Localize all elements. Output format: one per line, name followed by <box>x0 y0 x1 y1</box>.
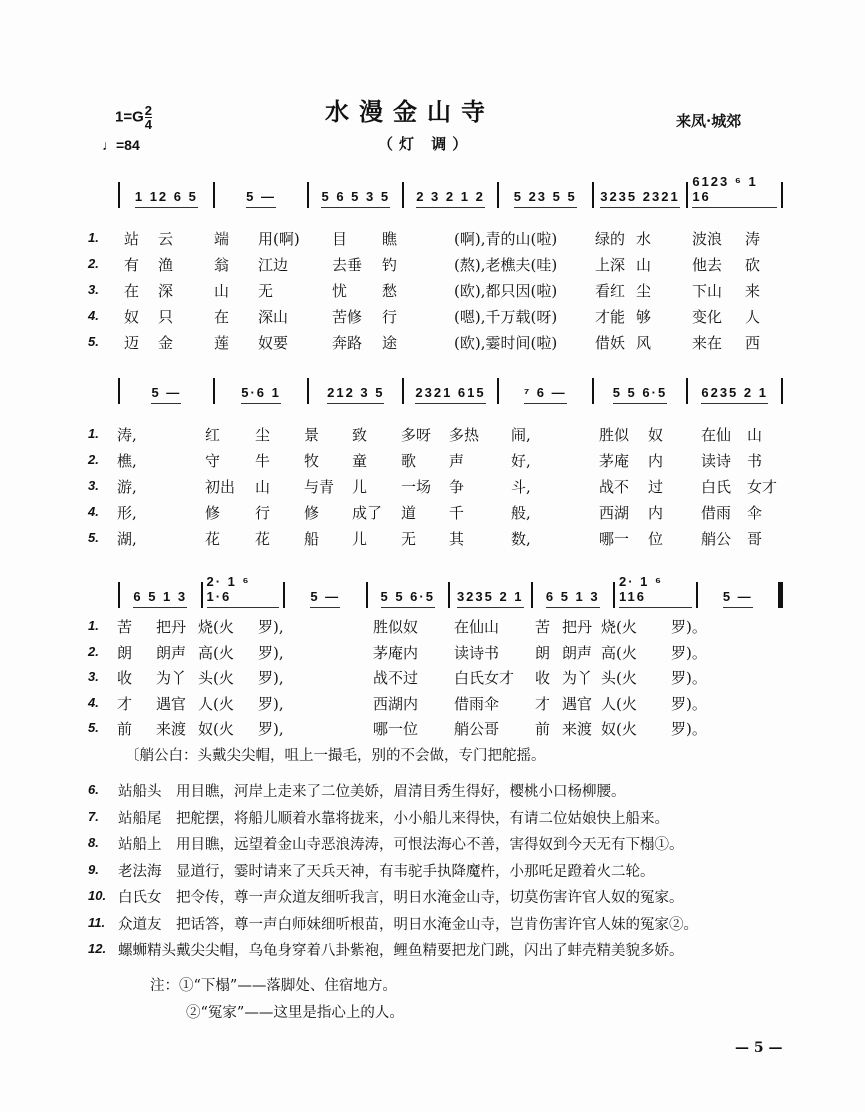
prose-verse: 站船上 用目瞧，远望着金山寺恶浪涛涛，可恨法海心不善，害得奴到今天无有下榻①。 <box>118 837 684 853</box>
lyric-segment: (嗯),千万载(呀) <box>454 308 558 326</box>
lyric-segment: 人(火 <box>198 694 234 713</box>
lyric-segment: 罗), <box>258 694 284 713</box>
verse-number: 3. <box>88 478 99 493</box>
lyric-segment: 无 <box>401 530 417 548</box>
lyric-segment: 来渡 <box>562 720 593 738</box>
song-subtitle: （灯 调） <box>378 135 474 153</box>
measure-notes: 5 — <box>246 189 276 208</box>
lyric-segment: 朗声 <box>562 643 593 662</box>
measure-notes: 3235 2 1 <box>457 589 524 608</box>
measure <box>118 582 203 608</box>
measure <box>594 378 689 404</box>
lyric-segment: 头(火 <box>601 669 637 687</box>
footnote-1: 注：①“下榻”——落脚处、住宿地方。 <box>150 978 397 994</box>
lyric-segment: 罗), <box>258 669 284 687</box>
lyric-segment: 来在 <box>692 334 723 352</box>
lyric-segment: 战不 <box>599 478 630 496</box>
song-source: 来凤·城郊 <box>676 112 742 130</box>
lyric-segment: 借雨 <box>701 504 732 522</box>
lyric-segment: 朗声 <box>156 643 187 662</box>
measure-notes: 5·6 1 <box>241 385 281 404</box>
lyric-segment: 哪一 <box>599 530 630 548</box>
measure <box>368 582 451 608</box>
lyric-segment: 苦修 <box>332 308 363 326</box>
footnote-2: ②“冤家”——这里是指心上的人。 <box>186 1005 404 1021</box>
lyric-segment: 无 <box>258 282 274 300</box>
lyric-segment: 行 <box>255 504 271 522</box>
lyric-segment: 有 <box>124 256 140 274</box>
measure-notes: 5 — <box>723 589 753 608</box>
lyric-segment: 西 <box>745 334 761 352</box>
measure-notes: 2· 1 ⁶ 116 <box>619 574 692 608</box>
time-signature: $\frac{2}{4}$ <box>144 103 153 132</box>
lyric-segment: 下山 <box>692 282 723 300</box>
lyric-segment: 够 <box>636 308 652 326</box>
lyric-segment: 罗)。 <box>671 618 707 636</box>
lyric-segment: 借雨伞 <box>454 694 500 713</box>
lyric-segment: 读诗书 <box>454 643 500 662</box>
lyric-segment: 来渡 <box>156 720 187 738</box>
lyric-segment: 迈 <box>124 334 140 352</box>
lyric-segment: 与青 <box>304 478 335 496</box>
lyric-segment: 涛 <box>745 230 761 248</box>
measure-notes: 3235 2321 <box>600 189 679 208</box>
prose-verse: 众道友 把话答，尊一声白师妹细听根苗，明日水淹金山寺，岂肯伤害许官人妹的冤家②。 <box>118 916 698 933</box>
measure-notes: 2 3 2 1 2 <box>416 189 485 208</box>
lyric-segment: 把丹 <box>562 618 593 636</box>
lyric-segment: 山 <box>636 256 652 274</box>
lyric-segment: 才能 <box>595 308 626 326</box>
lyric-segment: 闹, <box>511 426 531 444</box>
lyric-segment: (熬),老樵夫(哇) <box>454 256 558 274</box>
measure <box>533 582 616 608</box>
measure <box>615 574 698 608</box>
measure <box>594 182 689 208</box>
lyric-segment: 烧(火 <box>198 618 234 636</box>
lyric-segment: 山 <box>747 426 763 444</box>
lyric-segment: 儿 <box>352 478 368 496</box>
lyric-segment: 变化 <box>692 308 723 326</box>
lyric-segment: 高(火 <box>601 643 637 662</box>
lyric-segment: 湖, <box>117 530 137 548</box>
lyric-segment: 才 <box>535 694 551 713</box>
lyric-segment: 罗)。 <box>671 694 707 713</box>
lyric-segment: 花 <box>255 530 271 548</box>
lyric-segment: 奴(火 <box>198 720 234 738</box>
lyric-segment: 罗)。 <box>671 669 707 687</box>
lyric-segment: 只 <box>158 308 174 326</box>
lyric-segment: 哪一位 <box>373 720 419 738</box>
lyric-segment: 在 <box>124 282 140 300</box>
lyric-segment: (啊),青的山(啦) <box>454 230 558 248</box>
measure <box>309 182 404 208</box>
lyric-segment: 渔 <box>158 256 174 274</box>
lyric-segment: 才 <box>117 694 133 713</box>
spoken-line: 〔艄公白：头戴尖尖帽，咀上一撮毛，别的不会做，专门把舵摇。 <box>125 748 546 764</box>
measure-notes: 2· 1 ⁶ 1·6 <box>207 574 280 608</box>
verse-number: 3. <box>88 282 99 297</box>
verse-number: 5. <box>88 530 99 545</box>
lyric-segment: (欧),霎时间(啦) <box>454 334 558 352</box>
measure-notes: 6235 2 1 <box>701 385 768 404</box>
lyric-segment: 朗 <box>535 643 551 662</box>
lyric-segment: 景 <box>304 426 320 444</box>
verse-number: 1. <box>88 618 99 633</box>
measure <box>404 182 499 208</box>
lyric-segment: 愁 <box>382 282 398 300</box>
lyric-segment: 成了 <box>352 504 383 522</box>
lyric-segment: 借妖 <box>595 334 626 352</box>
lyric-segment: 歌 <box>401 452 417 470</box>
lyric-segment: 遇官 <box>156 694 187 713</box>
lyric-segment: 罗), <box>258 618 284 636</box>
lyric-segment: 莲 <box>214 334 230 352</box>
lyric-segment: 艄公 <box>701 530 732 548</box>
measure-notes: ⁷ 6 — <box>524 385 567 404</box>
lyric-segment: 过 <box>648 478 664 496</box>
measure <box>285 582 368 608</box>
lyric-segment: 罗), <box>258 643 284 662</box>
page-number: — 5 — <box>735 1040 783 1056</box>
lyric-segment: 尘 <box>636 282 652 300</box>
lyric-segment: 来 <box>745 282 761 300</box>
lyric-segment: 钓 <box>382 256 398 274</box>
song-title: 水漫金山寺 <box>325 98 495 126</box>
lyric-segment: 位 <box>648 530 664 548</box>
verse-number: 3. <box>88 669 99 684</box>
lyric-segment: 其 <box>449 530 465 548</box>
lyric-segment: 云 <box>158 230 174 248</box>
lyric-segment: 般, <box>511 504 531 522</box>
lyric-segment: 苦 <box>117 618 133 636</box>
prose-verse: 螺蛳精头戴尖尖帽，乌龟身穿着八卦紫袍，鲤鱼精要把龙门跳，闪出了蚌壳精美貌多娇。 <box>118 943 684 959</box>
lyric-segment: 西湖 <box>599 504 630 522</box>
lyric-segment: 女才 <box>747 478 778 496</box>
lyric-segment: 山 <box>214 282 230 300</box>
lyric-segment: 端 <box>214 230 230 248</box>
lyric-segment: 游, <box>117 478 137 496</box>
lyric-segment: 深山 <box>258 308 289 326</box>
lyric-segment: 高(火 <box>198 643 234 662</box>
verse-number: 5. <box>88 334 99 349</box>
prose-verse: 白氏女 把令传，尊一声众道友细听我言，明日水淹金山寺，切莫伤害许官人奴的冤家。 <box>118 890 684 906</box>
lyric-segment: 罗)。 <box>671 720 707 738</box>
lyric-segment: 头(火 <box>198 669 234 687</box>
verse-number: 6. <box>88 782 99 797</box>
lyric-segment: 致 <box>352 426 368 444</box>
lyric-segment: 遇官 <box>562 694 593 713</box>
lyric-segment: 茅庵内 <box>373 643 419 662</box>
lyric-segment: 在 <box>214 308 230 326</box>
lyric-segment: 烧(火 <box>601 618 637 636</box>
lyric-segment: 千 <box>449 504 465 522</box>
measure-notes: 5 — <box>310 589 340 608</box>
measure-notes: 2321 615 <box>415 385 485 404</box>
lyric-segment: 哥 <box>747 530 763 548</box>
lyric-segment: 金 <box>158 334 174 352</box>
verse-number: 9. <box>88 861 99 877</box>
notation-staff <box>118 174 783 208</box>
lyric-segment: 守 <box>205 452 221 470</box>
verse-number: 4. <box>88 504 99 519</box>
lyric-segment: 山 <box>255 478 271 496</box>
lyric-segment: 修 <box>304 504 320 522</box>
lyric-segment: 斗, <box>511 478 531 496</box>
verse-number: 1. <box>88 230 99 245</box>
lyric-segment: 修 <box>205 504 221 522</box>
measure <box>309 378 404 404</box>
lyric-segment: 罗)。 <box>671 643 707 662</box>
verse-number: 2. <box>88 256 99 271</box>
lyric-segment: 牧 <box>304 452 320 470</box>
measure-notes: 6 5 1 3 <box>546 589 600 608</box>
lyric-segment: 数, <box>511 530 531 548</box>
lyric-segment: 翁 <box>214 256 230 274</box>
verse-number: 7. <box>88 808 99 824</box>
lyric-segment: 好, <box>511 452 531 470</box>
lyric-segment: 砍 <box>745 256 761 274</box>
lyric-segment: 战不过 <box>373 669 419 687</box>
lyric-segment: 站 <box>124 230 140 248</box>
lyric-segment: 胜似 <box>599 426 630 444</box>
lyric-segment: 书 <box>747 452 763 470</box>
lyric-segment: 奴 <box>124 308 140 326</box>
lyric-segment: 奴(火 <box>601 720 637 738</box>
measure <box>688 174 783 208</box>
measure <box>118 182 215 208</box>
verse-number: 12. <box>88 941 107 956</box>
lyric-segment: 茅庵 <box>599 452 630 470</box>
lyric-segment: 儿 <box>352 530 368 548</box>
lyric-segment: 初出 <box>205 478 236 496</box>
lyric-segment: 用(啊) <box>258 230 300 248</box>
lyric-segment: 去垂 <box>332 256 363 274</box>
lyric-segment: 花 <box>205 530 221 548</box>
lyric-segment: 声 <box>449 452 465 470</box>
lyric-segment: 形, <box>117 504 137 522</box>
lyric-segment: 瞧 <box>382 230 398 248</box>
lyric-segment: 白氏女才 <box>454 669 515 687</box>
lyric-segment: 在仙 <box>701 426 732 444</box>
verse-number: 5. <box>88 720 99 735</box>
lyric-segment: 罗), <box>258 720 284 738</box>
lyric-segment: 多呀 <box>401 426 432 444</box>
lyric-segment: 看红 <box>595 282 626 300</box>
measure-notes: 212 3 5 <box>327 385 384 404</box>
lyric-segment: 绿的 <box>595 230 626 248</box>
lyric-segment: 行 <box>382 308 398 326</box>
measure <box>118 378 215 404</box>
lyric-segment: 他去 <box>692 256 723 274</box>
measure-notes: 6 5 1 3 <box>133 589 187 608</box>
lyric-segment: 风 <box>636 334 652 352</box>
lyric-segment: 苦 <box>535 618 551 636</box>
lyric-segment: 胜似奴 <box>373 618 419 636</box>
lyric-segment: 在仙山 <box>454 618 500 636</box>
lyric-segment: 水 <box>636 230 652 248</box>
lyric-segment: 红 <box>205 426 221 444</box>
lyric-segment: 为丫 <box>156 669 187 687</box>
lyric-segment: 目 <box>332 230 348 248</box>
lyric-segment: 途 <box>382 334 398 352</box>
lyric-segment: 忧 <box>332 282 348 300</box>
verse-number: 11. <box>88 914 106 930</box>
lyric-segment: 前 <box>117 720 133 738</box>
lyric-segment: 牛 <box>255 452 271 470</box>
lyric-segment: 奴 <box>648 426 664 444</box>
measure <box>450 582 533 608</box>
verse-number: 2. <box>88 643 99 659</box>
lyric-segment: 内 <box>648 504 664 522</box>
measure <box>215 378 310 404</box>
lyric-segment: 争 <box>449 478 465 496</box>
lyric-segment: 前 <box>535 720 551 738</box>
verse-number: 8. <box>88 835 99 850</box>
lyric-segment: 奔路 <box>332 334 363 352</box>
lyric-segment: 收 <box>535 669 551 687</box>
lyric-segment: 人(火 <box>601 694 637 713</box>
verse-number: 4. <box>88 694 99 710</box>
key-signature: 1=G $\frac{2}{4}$ <box>115 103 153 132</box>
measure <box>698 582 784 608</box>
measure-notes: 5 5 6·5 <box>613 385 667 404</box>
prose-verse: 老法海 显道行，霎时请来了天兵天神，有韦驼手执降魔杵，小那吒足蹬着火二轮。 <box>118 863 655 880</box>
lyric-segment: 樵, <box>117 452 137 470</box>
notation-staff <box>118 378 783 404</box>
measure <box>404 378 499 404</box>
measure-notes: 5 6 5 3 5 <box>321 189 390 208</box>
measure <box>203 574 286 608</box>
lyric-segment: 道 <box>401 504 417 522</box>
measure-notes: 5 — <box>151 385 181 404</box>
lyric-segment: 尘 <box>255 426 271 444</box>
lyric-segment: 白氏 <box>701 478 732 496</box>
lyric-segment: 涛, <box>117 426 137 444</box>
verse-number: 10. <box>88 888 107 903</box>
measure <box>499 378 594 404</box>
verse-number: 1. <box>88 426 99 441</box>
lyric-segment: 奴要 <box>258 334 289 352</box>
verse-number: 4. <box>88 308 99 323</box>
lyric-segment: 朗 <box>117 643 133 662</box>
verse-number: 2. <box>88 452 99 467</box>
lyric-segment: 内 <box>648 452 664 470</box>
lyric-segment: (欧),都只因(啦) <box>454 282 558 300</box>
lyric-segment: 船 <box>304 530 320 548</box>
lyric-segment: 把丹 <box>156 618 187 636</box>
measure-notes: 5 5 6·5 <box>381 589 435 608</box>
lyric-segment: 多热 <box>449 426 480 444</box>
tempo-marking: ♩=84 <box>102 137 140 153</box>
lyric-segment: 人 <box>745 308 761 326</box>
lyric-segment: 西湖内 <box>373 694 419 713</box>
measure <box>688 378 783 404</box>
measure-notes: 1 12 6 5 <box>135 189 198 208</box>
measure <box>499 182 594 208</box>
prose-verse: 站船尾 把舵摆，将船儿顺着水靠将拢来，小小船儿来得快，有请二位姑娘快上船来。 <box>118 810 669 827</box>
lyric-segment: 波浪 <box>692 230 723 248</box>
lyric-segment: 为丫 <box>562 669 593 687</box>
lyric-segment: 艄公哥 <box>454 720 500 738</box>
lyric-segment: 一场 <box>401 478 432 496</box>
measure <box>215 182 310 208</box>
lyric-segment: 深 <box>158 282 174 300</box>
prose-verse: 站船头 用目瞧，河岸上走来了二位美娇，眉清目秀生得好，樱桃小口杨柳腰。 <box>118 784 626 800</box>
lyric-segment: 江边 <box>258 256 289 274</box>
lyric-segment: 读诗 <box>701 452 732 470</box>
lyric-segment: 收 <box>117 669 133 687</box>
lyric-segment: 上深 <box>595 256 626 274</box>
measure-notes: 5 23 5 5 <box>514 189 577 208</box>
notation-staff <box>118 574 783 608</box>
lyric-segment: 伞 <box>747 504 763 522</box>
measure-notes: 6123 ⁶ 1 16 <box>692 174 777 208</box>
lyric-segment: 童 <box>352 452 368 470</box>
